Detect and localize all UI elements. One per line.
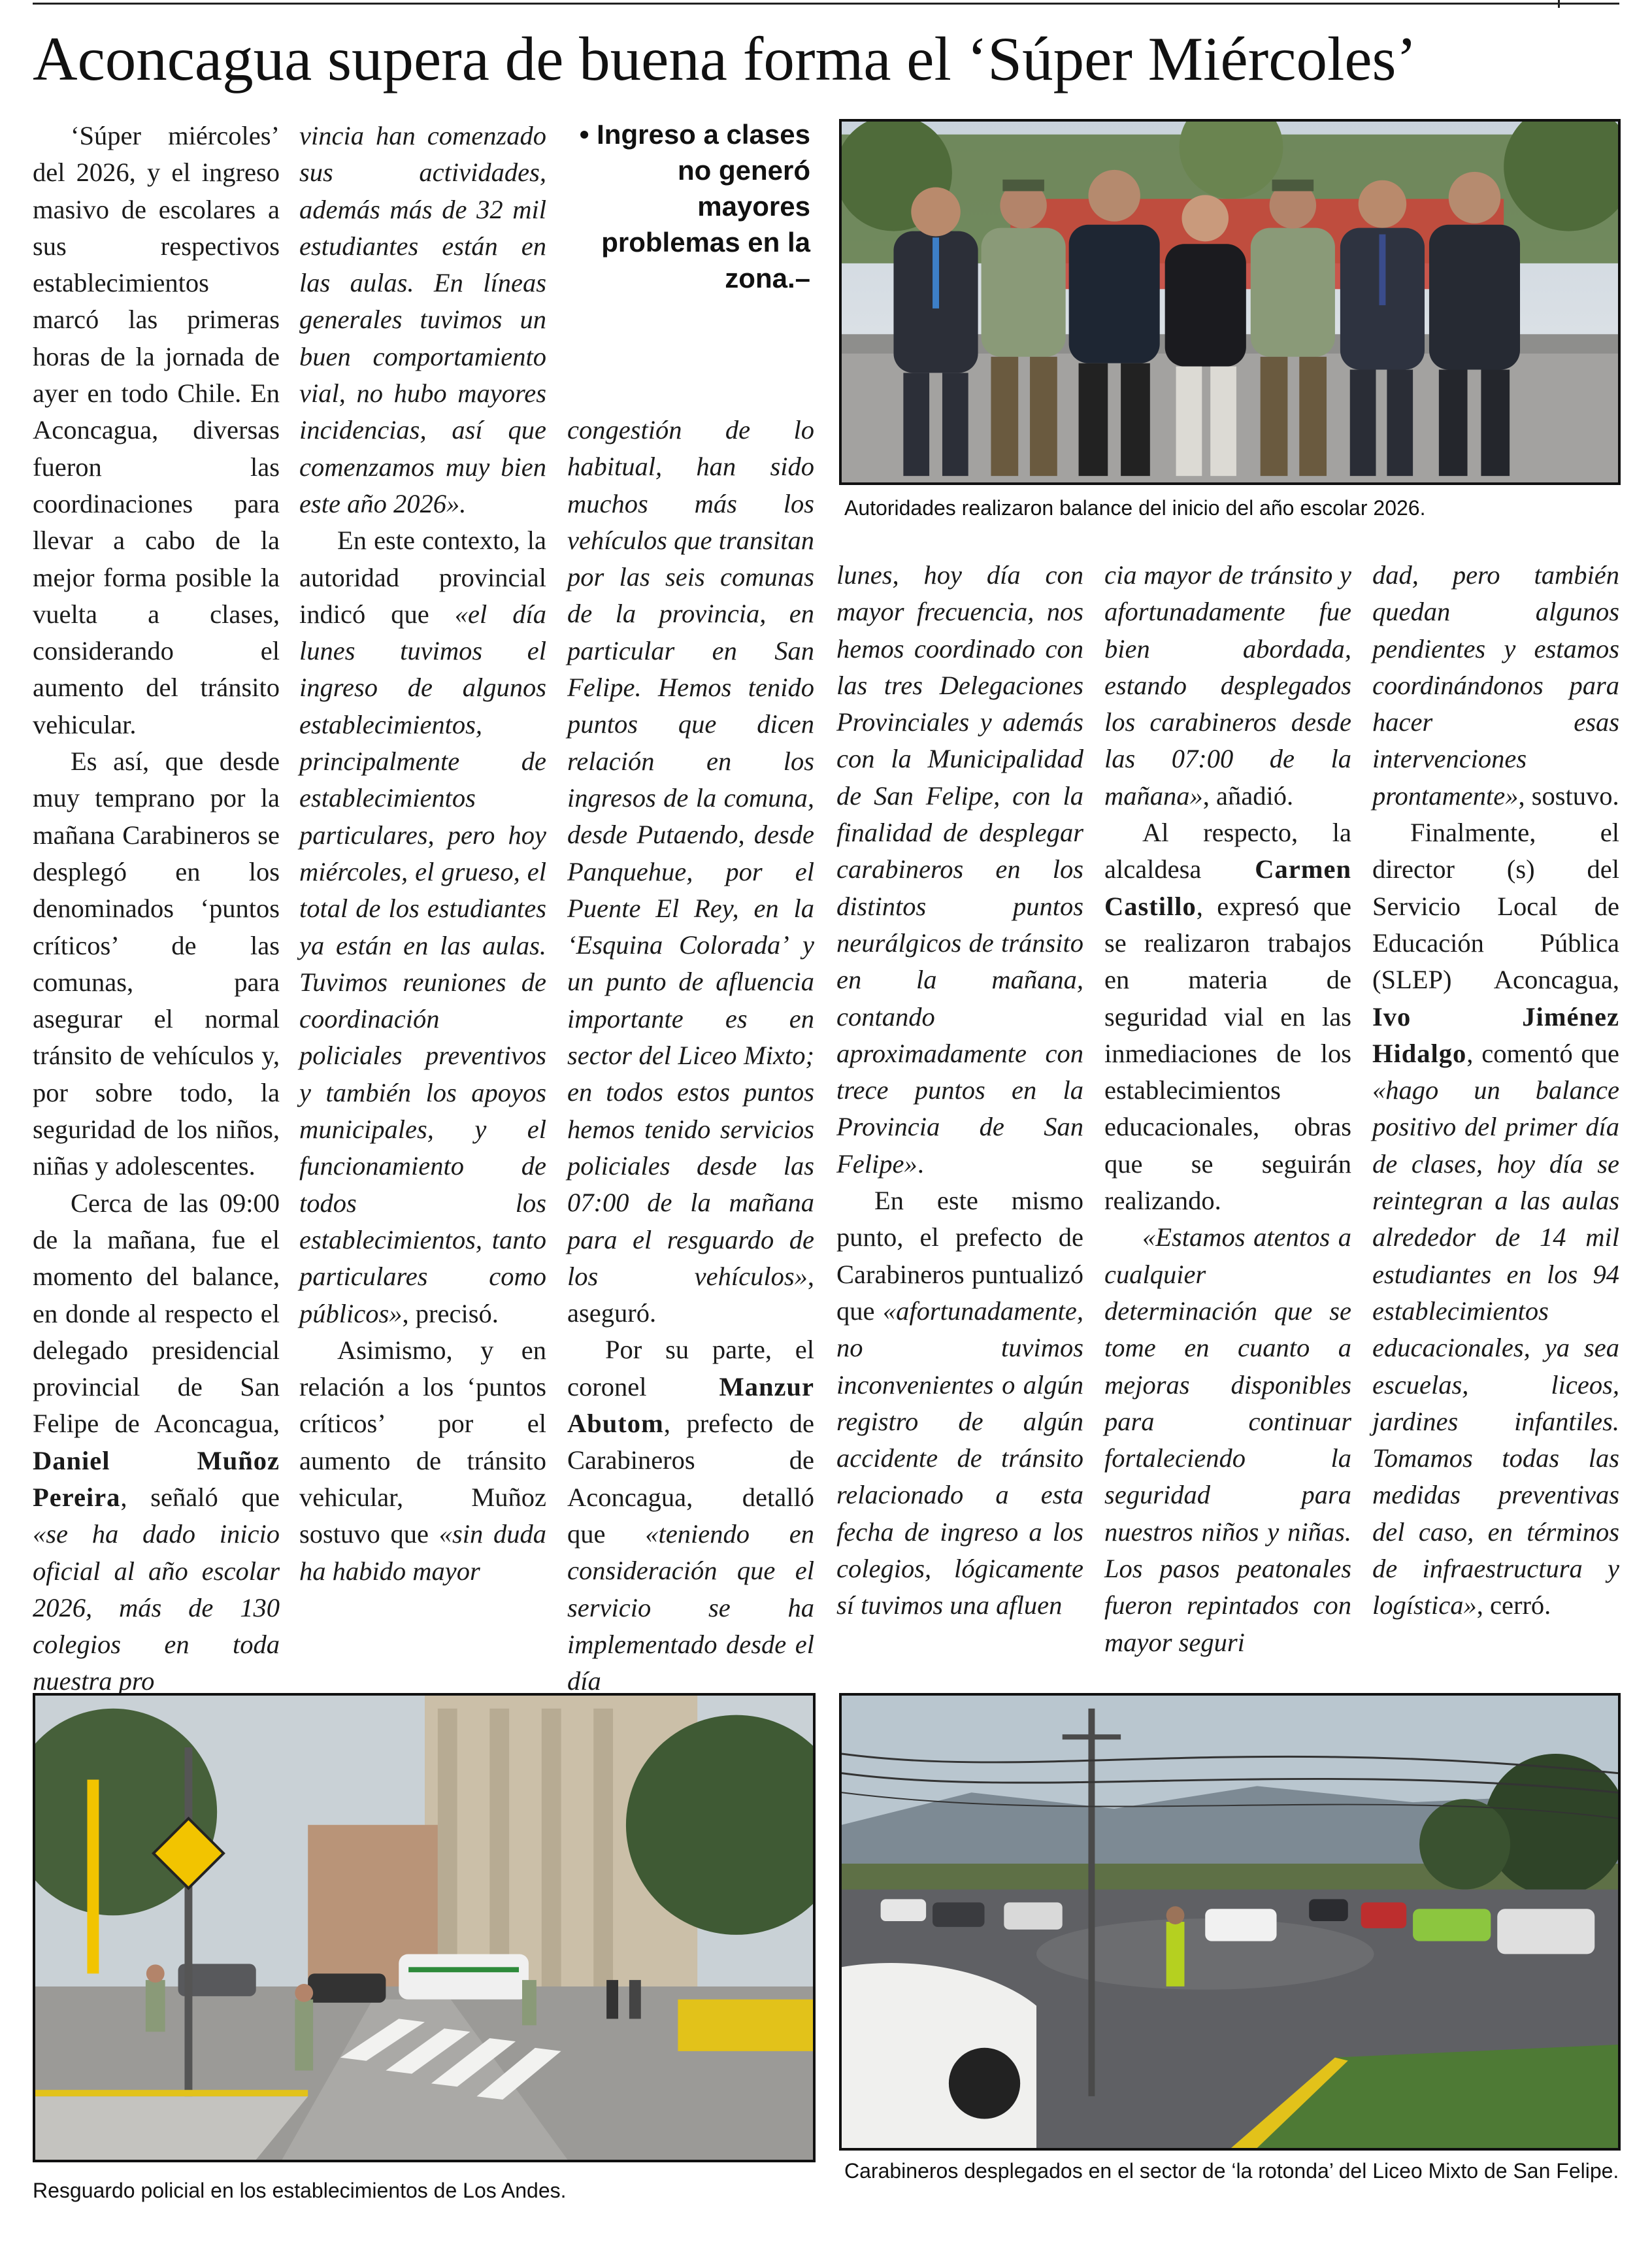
top-rule [33,3,1619,5]
col1-paragraph-2: Es así, que desde muy temprano por la mañana Carabineros se desplegó en los denominados ‘puntos críticos’ de las comunas, para asegurar el normal tránsito de vehículos y, por sobre todo, la seguridad de los niños, niñas y adolescentes. [33,746,280,1181]
pull-quote: • Ingreso a clases no generó mayores problemas en la zona.– [579,119,810,293]
col2-paragraph-1: vincia han comenzado sus actividades, además más de 32 mil estudiantes están en las aulas. En líneas generales tuvimos un buen comportamiento vial, no hubo mayores incidencias, así que comenzamos muy bien este año 2026». [299,121,546,518]
col2-p2-text-2: , precisó. [402,1298,499,1328]
photo-authorities-illustration [842,122,1618,482]
caption-photo-bottom-right: Carabineros desplegados en el sector de ‘la rotonda’ del Liceo Mixto de San Felipe. [844,2159,1619,2183]
top-rule-tick [1558,0,1560,8]
col5-paragraph-3: «Estamos atentos a cualquier determinación que se tome en cuanto a mejoras disponibles para continuar fortaleciendo la seguridad para nuestros niños y niñas. Los pasos peatonales fueron repintados con mayor seguri [1104,1222,1351,1657]
col4-p1-text: . [917,1148,924,1179]
col4-paragraph-1 [836,557,1083,1182]
col5-paragraph-2 [1104,814,1351,1219]
article-column-5 [1104,557,1351,1661]
col3-p2-quote: «teniendo en consideración que el servicio se ha implementado desde el día [567,1518,815,1696]
col1-p3-text-2: , señaló que [120,1482,280,1512]
caption-photo-bottom-left: Resguardo policial en los establecimientos de Los Andes. [33,2179,567,2202]
photo-rotonda-illustration [842,1696,1618,2148]
col4-p2-quote: «afortunadamente, no tuvimos inconvenientes o algún registro de algún accidente de tránsito relacionado a esta fecha de ingreso a los colegios, lógicamente sí tuvimos una afluen [836,1296,1083,1620]
headline: Aconcagua supera de buena forma el ‘Súper Miércoles’ [33,24,1417,93]
name-daniel-munoz: Daniel Muñoz Pereira [33,1445,280,1512]
col1-paragraph-3 [33,1185,280,1700]
col1-paragraph-1: ‘Súper miércoles’ del 2026, y el ingreso masivo de escolares a sus respectivos establecimientos marcó las primeras horas de la jornada de ayer en todo Chile. En Aconcagua, diversas fueron las coordinaciones para llevar a cabo de la mejor forma posible la vuelta a clases, considerando el aumento del tránsito vehicular. [33,121,280,739]
article-column-2 [299,118,546,1590]
col6-p2-text-3: , cerró. [1476,1590,1551,1620]
col5-p1-quote: cia mayor de tránsito y afortunadamente fue bien abordada, estando desplegados los carabineros desde las 07:00 de la mañana» [1104,560,1351,811]
article-column-3 [567,412,814,1700]
name-carmen-castillo: Carmen Castillo [1104,854,1351,921]
col4-p2-text: En este mismo punto, el prefecto de Carabineros puntualizó que [836,1186,1083,1326]
article-column-6 [1372,557,1619,1624]
col5-p2-text: Al respecto, la alcaldesa [1104,818,1351,884]
col3-p2-text-2: , prefecto de Carabineros de Aconcagua, detalló que [567,1409,814,1549]
photo-los-andes-crossing [33,1693,816,2162]
col6-p2-text-2: , comentó que [1466,1038,1619,1068]
col3-p1-text: , aseguró. [567,1261,814,1328]
col5-p1-text: , añadió. [1202,780,1294,811]
col2-p3-quote: «sin duda ha habido mayor [299,1519,547,1586]
col2-paragraph-3 [299,1332,546,1590]
photo-authorities-group [839,119,1621,485]
photo-los-andes-illustration [35,1696,813,2160]
caption-photo-top: Autoridades realizaron balance del inicio del año escolar 2026. [844,496,1426,520]
col6-p2-text: Finalmente, el director (s) del Servicio Local de Educación Pública (SLEP) Aconcagua, [1372,818,1619,995]
col2-paragraph-2 [299,522,546,1332]
name-manzur-abutom: Manzur Abutom [567,1371,814,1439]
col4-paragraph-2 [836,1182,1083,1624]
col6-p1-quote: dad, pero también quedan algunos pendientes y estamos coordinándonos para hacer esas intervenciones prontamente» [1372,560,1619,811]
col3-paragraph-1 [567,412,814,1332]
col5-p2-text-2: , expresó que se realizaron trabajos en materia de seguridad vial en las inmediaciones de los establecimientos educacionales, obras que se seguirán realizando. [1104,891,1351,1216]
article-column-4 [836,557,1083,1624]
col1-p3-text: Cerca de las 09:00 de la mañana, fue el momento del balance, en donde al respecto el delegado presidencial provincial de San Felipe de Aconcagua, [33,1188,280,1439]
photo-rotonda-san-felipe [839,1693,1621,2151]
col5-paragraph-1 [1104,557,1351,814]
name-ivo-jimenez: Ivo Jiménez Hidalgo [1372,1001,1619,1068]
col1-p3-quote: «se ha dado inicio oficial al año escolar 2026, más de 130 colegios en toda nuestra pro [33,1519,280,1696]
col2-p2-text: En este contexto, la autoridad provincial indicó que [299,526,546,629]
col4-p1-quote: lunes, hoy día con mayor frecuencia, nos hemos coordinado con las tres Delegaciones Provinciales y además con la Municipalidad de San Felipe, con la finalidad de desplegar carabineros en los distintos puntos neurálgicos de tránsito en la mañana, contando aproximadamente con trece puntos en la Provincia de San Felipe» [836,560,1083,1179]
col6-paragraph-2 [1372,814,1619,1624]
col2-p2-quote: «el día lunes tuvimos el ingreso de algunos establecimientos, principalmente de establecimientos particulares, pero hoy miércoles, el grueso, el total de los estudiantes ya están en las aulas. Tuvimos reuniones de coordinación policiales preventivos y también los apoyos municipales, y el funcionamiento de todos los establecimientos, tanto particulares como públicos» [299,599,546,1328]
col2-p3-text: Asimismo, y en relación a los ‘puntos críticos’ por el aumento de tránsito vehicular, Muñoz sostuvo que [299,1335,546,1549]
col3-p1-quote: congestión de lo habitual, han sido muchos más los vehículos que transitan por las seis comunas de la provincia, en particular en San Felipe. Hemos tenido puntos que dicen relación en los ingresos de la comuna, desde Putaendo, desde Panquehue, por el Puente El Rey, en la ‘Esquina Colorada’ y un punto de afluencia importante es en sector del Liceo Mixto; en todos estos puntos hemos tenido servicios policiales desde las 07:00 de la mañana para el resguardo de los vehículos» [567,415,814,1291]
col6-p2-quote: «hago un balance positivo del primer día de clases, hoy día se reintegran a las aulas alrededor de 14 mil estudiantes en los 94 establecimientos educacionales, ya sea escuelas, liceos, jardines infantiles. Tomamos todas las medidas preventivas del caso, en términos de infraestructura y logística» [1372,1075,1619,1620]
col6-paragraph-1 [1372,557,1619,814]
col3-paragraph-2 [567,1332,814,1700]
article-column-1 [33,118,280,1700]
col6-p1-text: , sostuvo. [1518,780,1619,811]
col3-p2-text: Por su parte, el coronel [567,1335,814,1401]
